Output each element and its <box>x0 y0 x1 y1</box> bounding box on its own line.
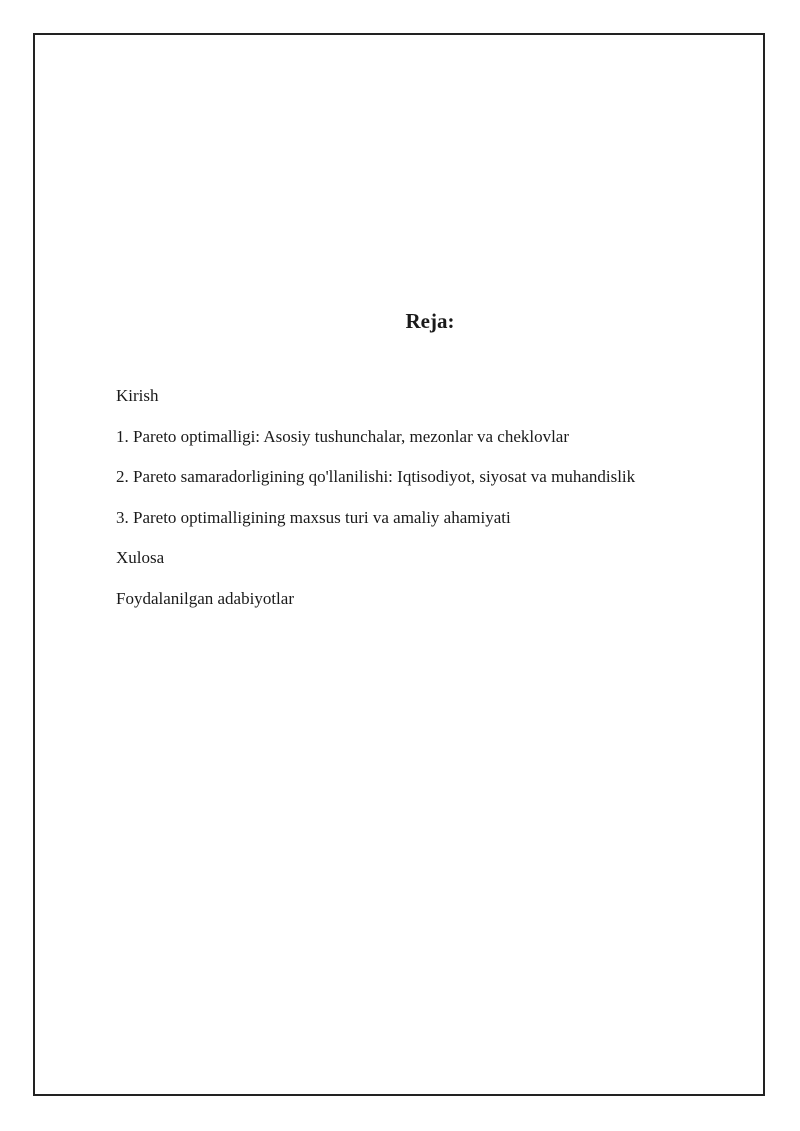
page-title: Reja: <box>405 309 455 333</box>
plan-item-1: 1. Pareto optimalligi: Asosiy tushunchalar, mezonlar va cheklovlar <box>116 426 570 446</box>
plan-item-conclusion: Xulosa <box>116 548 165 567</box>
plan-item-introduction: Kirish <box>116 386 159 405</box>
page-frame <box>33 33 765 1096</box>
plan-list <box>116 385 635 628</box>
plan-item-references: Foydalanilgan adabiyotlar <box>116 588 294 608</box>
plan-item-3: 3. Pareto optimalligining maxsus turi va amaliy ahamiyati <box>116 507 511 527</box>
plan-item-2: 2. Pareto samaradorligining qo'llanilishi: Iqtisodiyot, siyosat va muhandislik <box>116 467 636 486</box>
